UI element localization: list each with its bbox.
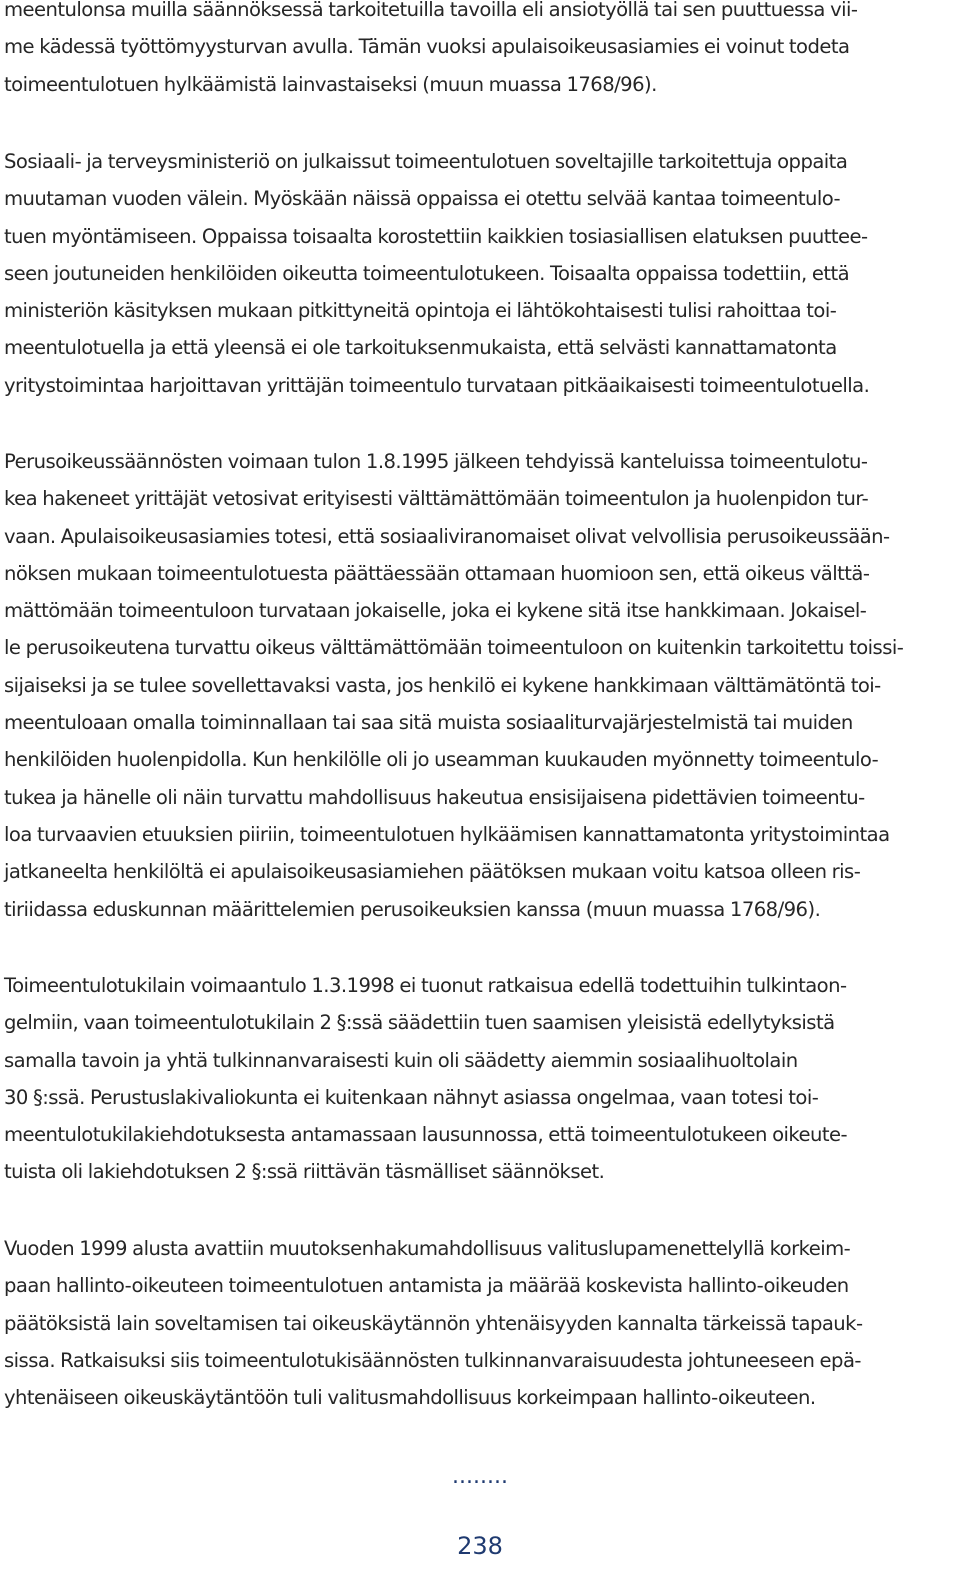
text-line: toimeentulotuen hylkäämistä lainvastaiseksi (muun muassa 1768/96). [4,72,657,96]
paragraph-2 [4,143,956,404]
text-line: henkilöiden huolenpidolla. Kun henkilölle oli jo useamman kuukauden myönnetty toimeentulo- [4,748,879,772]
text-line: paan hallinto-oikeuteen toimeentulotuen antamista ja määrää koskevista hallinto-oikeuden [4,1274,849,1298]
text-line: 30 §:ssä. Perustuslakivaliokunta ei kuitenkaan nähnyt asiassa ongelmaa, vaan totesi toi- [4,1085,819,1109]
text-line: nöksen mukaan toimeentulotuesta päättäessään ottamaan huomioon sen, että oikeus välttä- [4,561,870,585]
text-line: kea hakeneet yrittäjät vetosivat erityisesti välttämättömään toimeentulon ja huolenpidon tur- [4,487,869,511]
text-line: Vuoden 1999 alusta avattiin muutoksenhakumahdollisuus valituslupamenettelyllä korkeim- [4,1237,851,1260]
text-line: meentulonsa muilla säännöksessä tarkoitetuilla tavoilla eli ansiotyöllä tai sen puuttuessa vii- [4,0,858,21]
text-line: loa turvaavien etuuksien piiriin, toimeentulotuen hylkäämisen kannattamatonta yritystoimintaa [4,822,890,846]
text-line: tiriidassa eduskunnan määrittelemien perusoikeuksien kanssa (muun muassa 1768/96). [4,897,821,921]
text-line: muutaman vuoden välein. Myöskään näissä oppaissa ei otettu selvää kantaa toimeentulo- [4,187,841,211]
text-line: tukea ja hänelle oli näin turvattu mahdollisuus hakeutua ensisijaisena pidettävien toimeentu- [4,785,865,809]
page-separator: ........ [452,1464,508,1489]
text-line: mättömään toimeentuloon turvataan jokaiselle, joka ei kykene sitä itse hankkimaan. Jokaisel- [4,599,867,623]
paragraph-4 [4,967,956,1191]
text-line: le perusoikeutena turvattu oikeus välttämättömään toimeentuloon on kuitenkin tarkoitettu toissi- [4,636,904,660]
text-line: meentulotuella ja että yleensä ei ole tarkoituksenmukaista, että selvästi kannattamatonta [4,336,837,360]
paragraph-1 [4,0,956,103]
page-number: 238 [457,1532,503,1560]
text-line: päätöksistä lain soveltamisen tai oikeuskäytännön yhtenäisyyden kannalta tärkeissä tapauk- [4,1311,863,1335]
text-line: me kädessä työttömyysturvan avulla. Tämän vuoksi apulaisoikeusasiamies ei voinut todeta [4,35,850,59]
text-line: samalla tavoin ja yhtä tulkinnanvaraisesti kuin oli säädetty aiemmin sosiaalihuoltolain [4,1048,798,1072]
text-line: seen joutuneiden henkilöiden oikeutta toimeentulotukeen. Toisaalta oppaissa todettiin, että [4,261,850,285]
text-line: tuista oli lakiehdotuksen 2 §:ssä riittävän täsmälliset säännökset. [4,1160,605,1184]
text-line: jatkaneelta henkilöltä ei apulaisoikeusasiamiehen päätöksen mukaan voitu katsoa olleen ris- [4,860,861,884]
text-line: gelmiin, vaan toimeentulotukilain 2 §:ssä säädettiin tuen saamisen yleisistä edellytyksistä [4,1011,835,1035]
text-line: yritystoimintaa harjoittavan yrittäjän toimeentulo turvataan pitkäaikaisesti toimeentulotuella. [4,373,870,397]
text-line: ministeriön käsityksen mukaan pitkittyneitä opintoja ei lähtökohtaisesti tulisi rahoittaa toi- [4,299,837,323]
text-line: sijaiseksi ja se tulee sovellettavaksi vasta, jos henkilö ei kykene hankkimaan välttämätöntä toi- [4,673,881,697]
text-line: yhtenäiseen oikeuskäytäntöön tuli valitusmahdollisuus korkeimpaan hallinto-oikeuteen. [4,1386,816,1410]
text-line: meentuloaan omalla toiminnallaan tai saa sitä muista sosiaaliturvajärjestelmistä tai muiden [4,711,853,735]
text-line: vaan. Apulaisoikeusasiamies totesi, että sosiaaliviranomaiset olivat velvollisia perusoikeussään- [4,524,890,548]
text-line: meentulotukilakiehdotuksesta antamassaan lausunnossa, että toimeentulotukeen oikeute- [4,1123,848,1147]
text-line: tuen myöntämiseen. Oppaissa toisaalta korostettiin kaikkien tosiasiallisen elatuksen puuttee- [4,224,868,248]
paragraph-5 [4,1230,956,1416]
text-line: Sosiaali- ja terveysministeriö on julkaissut toimeentulotuen soveltajille tarkoitettuja oppaita [4,150,848,173]
text-line: Perusoikeussäännösten voimaan tulon 1.8.1995 jälkeen tehdyissä kanteluissa toimeentulotu- [4,450,868,473]
text-line: sissa. Ratkaisuksi siis toimeentulotukisäännösten tulkinnanvaraisuudesta johtuneeseen epä- [4,1348,861,1372]
paragraph-3 [4,443,956,928]
text-line: Toimeentulotukilain voimaantulo 1.3.1998 ei tuonut ratkaisua edellä todettuihin tulkintaon- [4,974,847,997]
